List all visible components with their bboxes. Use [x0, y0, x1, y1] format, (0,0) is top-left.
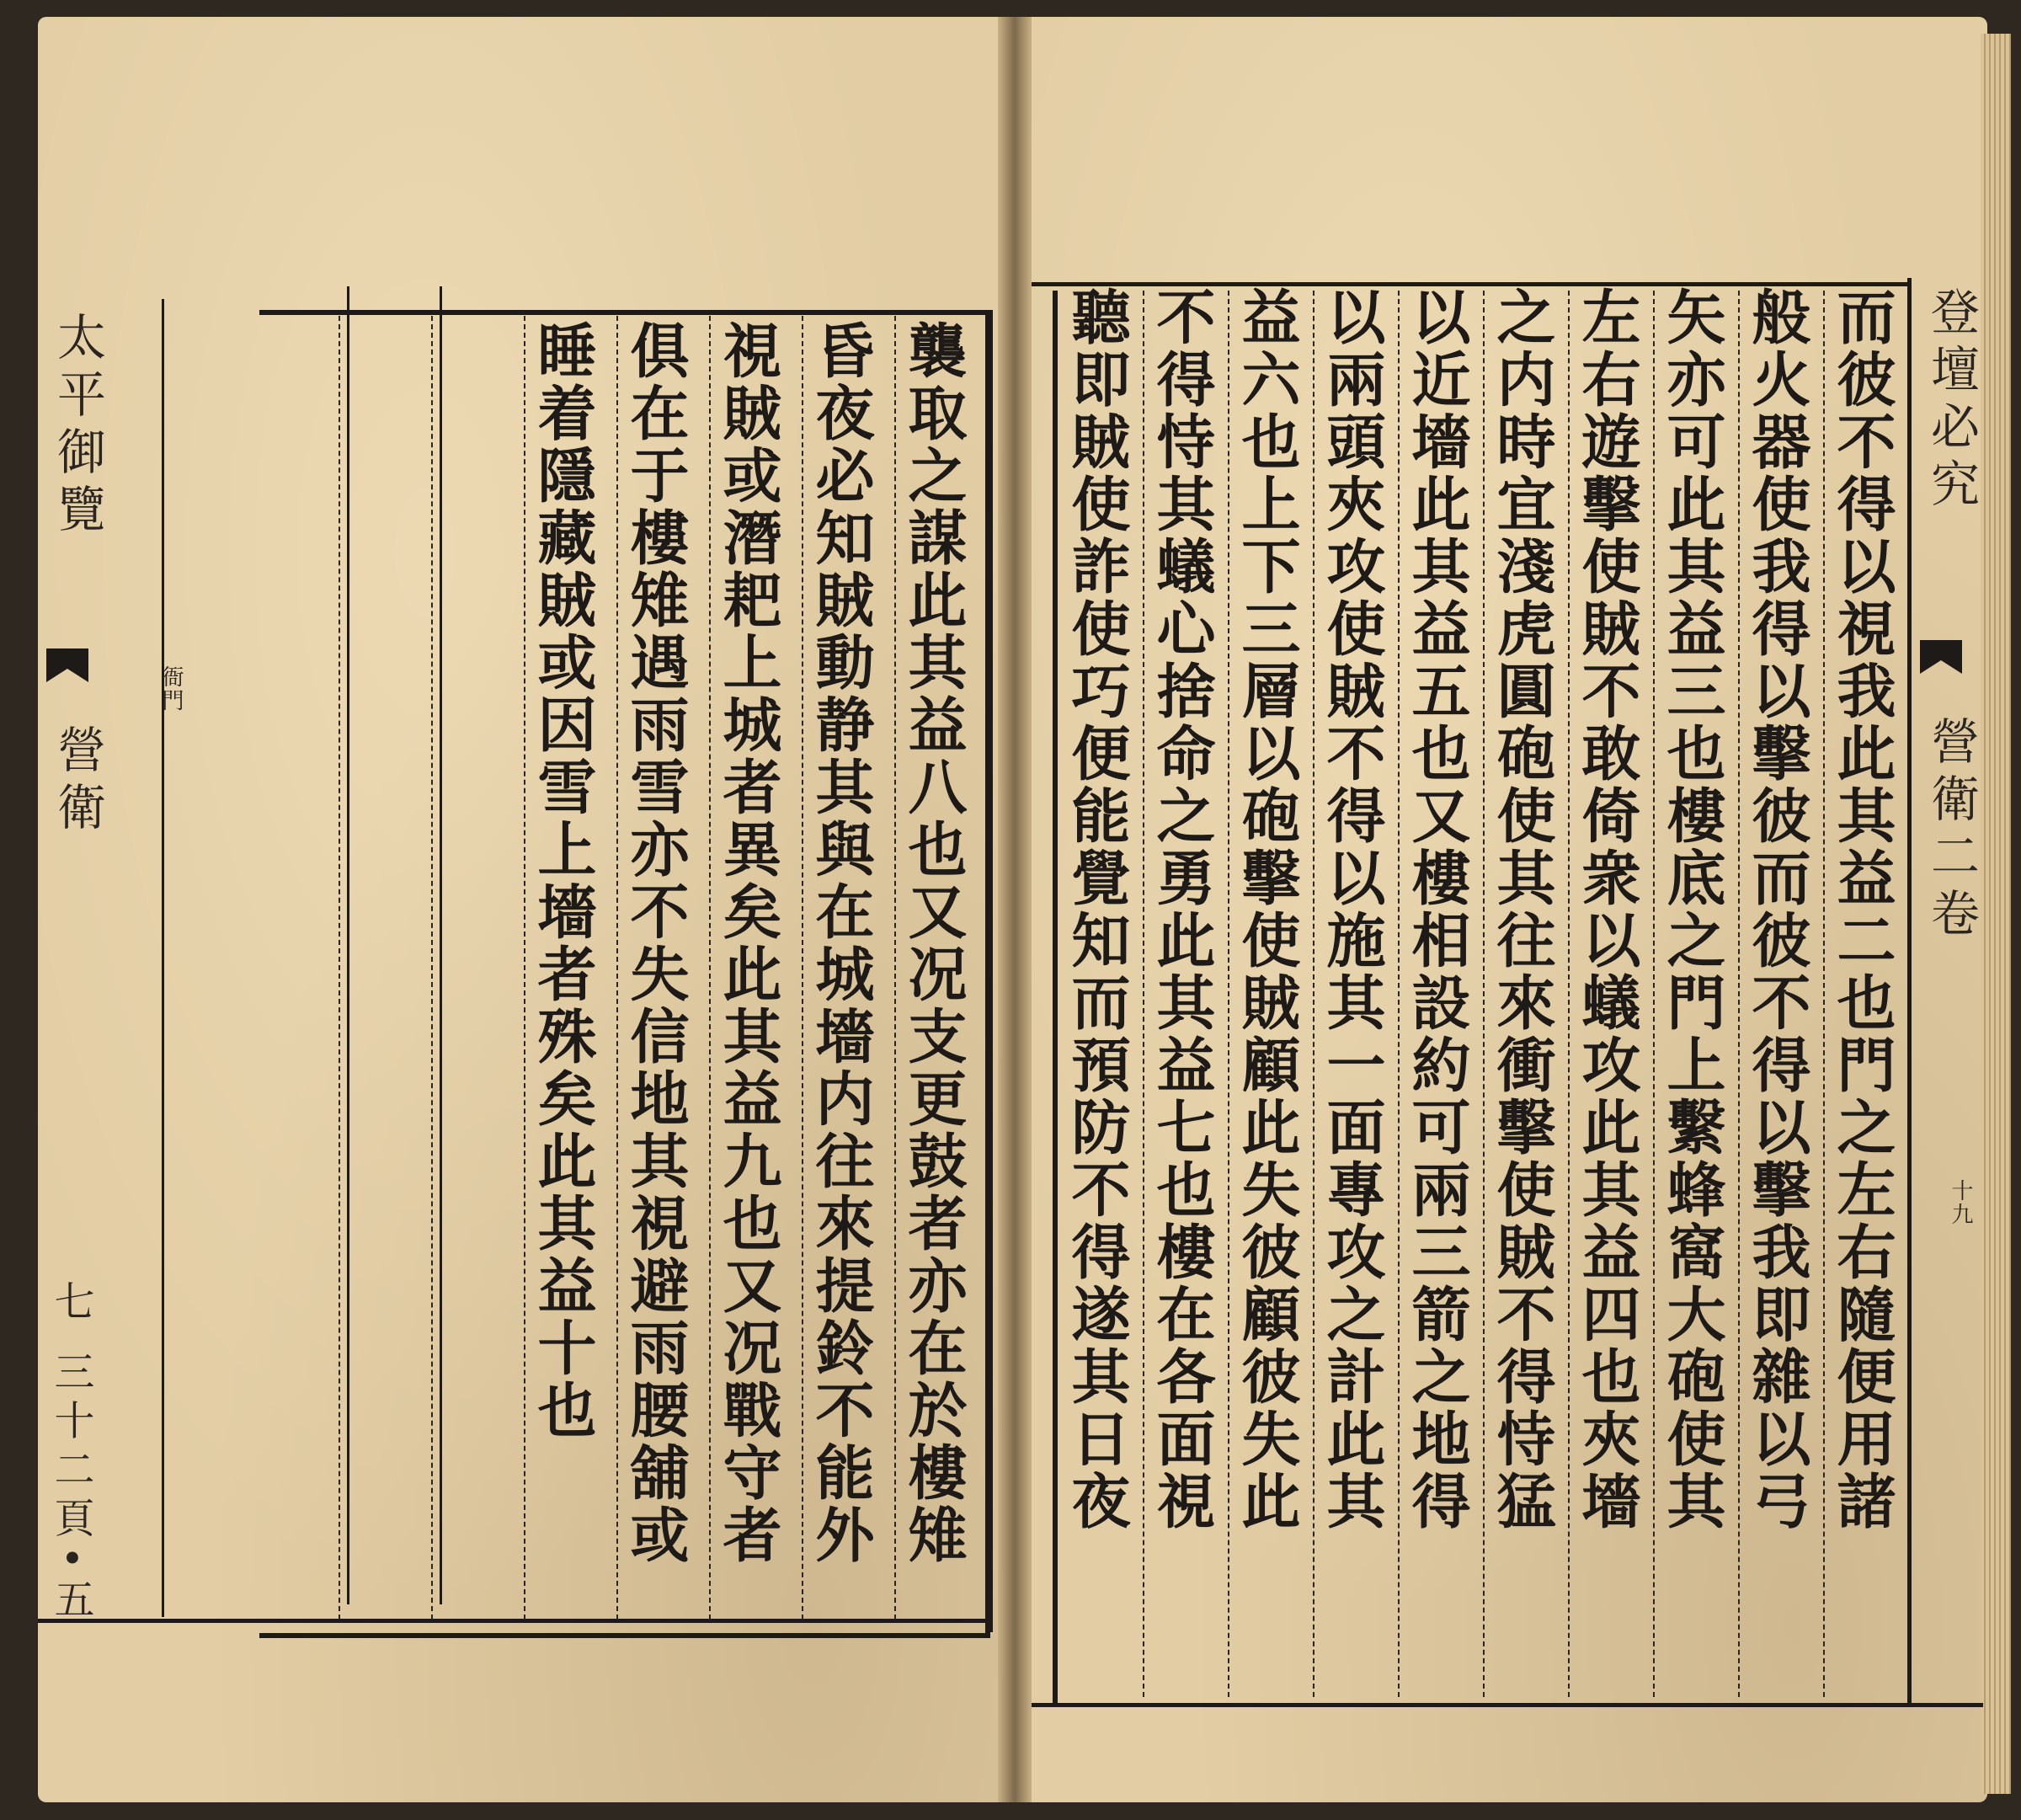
left-text-column-1: 襲取之謀此其益八也又况支更鼓者亦在於樓雉 — [899, 320, 968, 1566]
left-text-column-3: 視賊或潛耙上城者異矣此其益九也又况戰守者 — [713, 320, 783, 1566]
right-margin-note: 十九 — [1948, 1179, 1973, 1226]
right-text-column-1: 而彼不得以視我此其益二也門之左右隨便用諸 — [1827, 286, 1897, 1533]
right-column-rule — [1398, 291, 1400, 1697]
left-column-rule — [431, 316, 433, 1620]
left-text-column-5: 睡着隱藏賊或因雪上墻者殊矣此其益十也 — [528, 320, 598, 1442]
right-text-column-3: 矢亦可此其益三也樓底之門上繫蜂窩大砲使其 — [1657, 286, 1727, 1533]
right-bottom-rule — [1032, 1703, 1983, 1707]
left-bottom-rule — [38, 1619, 989, 1623]
left-column-rule — [616, 316, 618, 1620]
right-column-rule — [1228, 291, 1229, 1697]
right-column-rule — [1823, 291, 1825, 1697]
right-column-rule — [1483, 291, 1485, 1697]
right-text-column-10: 聽即賊使詐使巧便能覺知而預防不得遂其日夜 — [1062, 286, 1132, 1533]
right-column-rule — [1653, 291, 1655, 1697]
left-margin-folio: 七 三十二頁•五 — [47, 1280, 94, 1627]
right-column-rule — [1143, 291, 1144, 1697]
left-column-rule — [524, 316, 525, 1620]
left-top-rule — [259, 310, 992, 314]
book-gutter — [998, 17, 1032, 1802]
left-empty-column-line — [347, 286, 349, 1604]
left-empty-column-line — [440, 286, 442, 1604]
left-text-column-2: 昏夜必知賊動静其與在城墻内往來提鈴不能外 — [806, 320, 876, 1566]
right-column-rule — [1568, 291, 1570, 1697]
right-margin-section: 營衛二卷 — [1922, 716, 1980, 945]
right-outer-rule — [1907, 278, 1912, 1705]
right-inner-rule — [1053, 291, 1058, 1705]
right-text-column-2: 般火器使我得以擊彼而彼不得以擊我即雜以弓 — [1742, 286, 1812, 1533]
right-text-column-4: 左右遊擊使賊不敢倚衆以蟻攻此其益四也夾墻 — [1572, 286, 1642, 1533]
right-text-column-6: 以近墻此其益五也又樓相設約可兩三箭之地得 — [1402, 286, 1472, 1533]
right-column-rule — [1313, 291, 1314, 1697]
right-margin-title: 登壇必究 — [1922, 286, 1980, 515]
left-empty-column-line — [162, 299, 164, 1617]
right-text-column-9: 不得恃其蟻心捨命之勇此其益七也樓在各面視 — [1147, 286, 1217, 1533]
left-margin-section: 營衛 — [49, 724, 106, 839]
left-column-rule — [709, 316, 711, 1620]
right-column-rule — [1738, 291, 1740, 1697]
right-text-column-5: 之内時宜淺虎圓砲使其往來衝擊使賊不得恃猛 — [1487, 286, 1557, 1533]
left-column-rule — [894, 316, 896, 1620]
left-column-rule — [802, 316, 803, 1620]
left-column-rule — [339, 316, 340, 1620]
right-text-column-8: 益六也上下三層以砲擊使賊顧此失彼顧彼失此 — [1232, 286, 1302, 1533]
right-text-column-7: 以兩頭夾攻使賊不得以施其一面專攻之計此其 — [1317, 286, 1387, 1533]
left-margin-title: 太平御覽 — [49, 312, 106, 541]
left-margin-note: 衙門 — [158, 665, 184, 713]
left-outer-rule — [987, 310, 993, 1632]
left-text-column-4: 俱在于樓雉遇雨雪亦不失信地其視避雨腰舖或 — [621, 320, 691, 1566]
